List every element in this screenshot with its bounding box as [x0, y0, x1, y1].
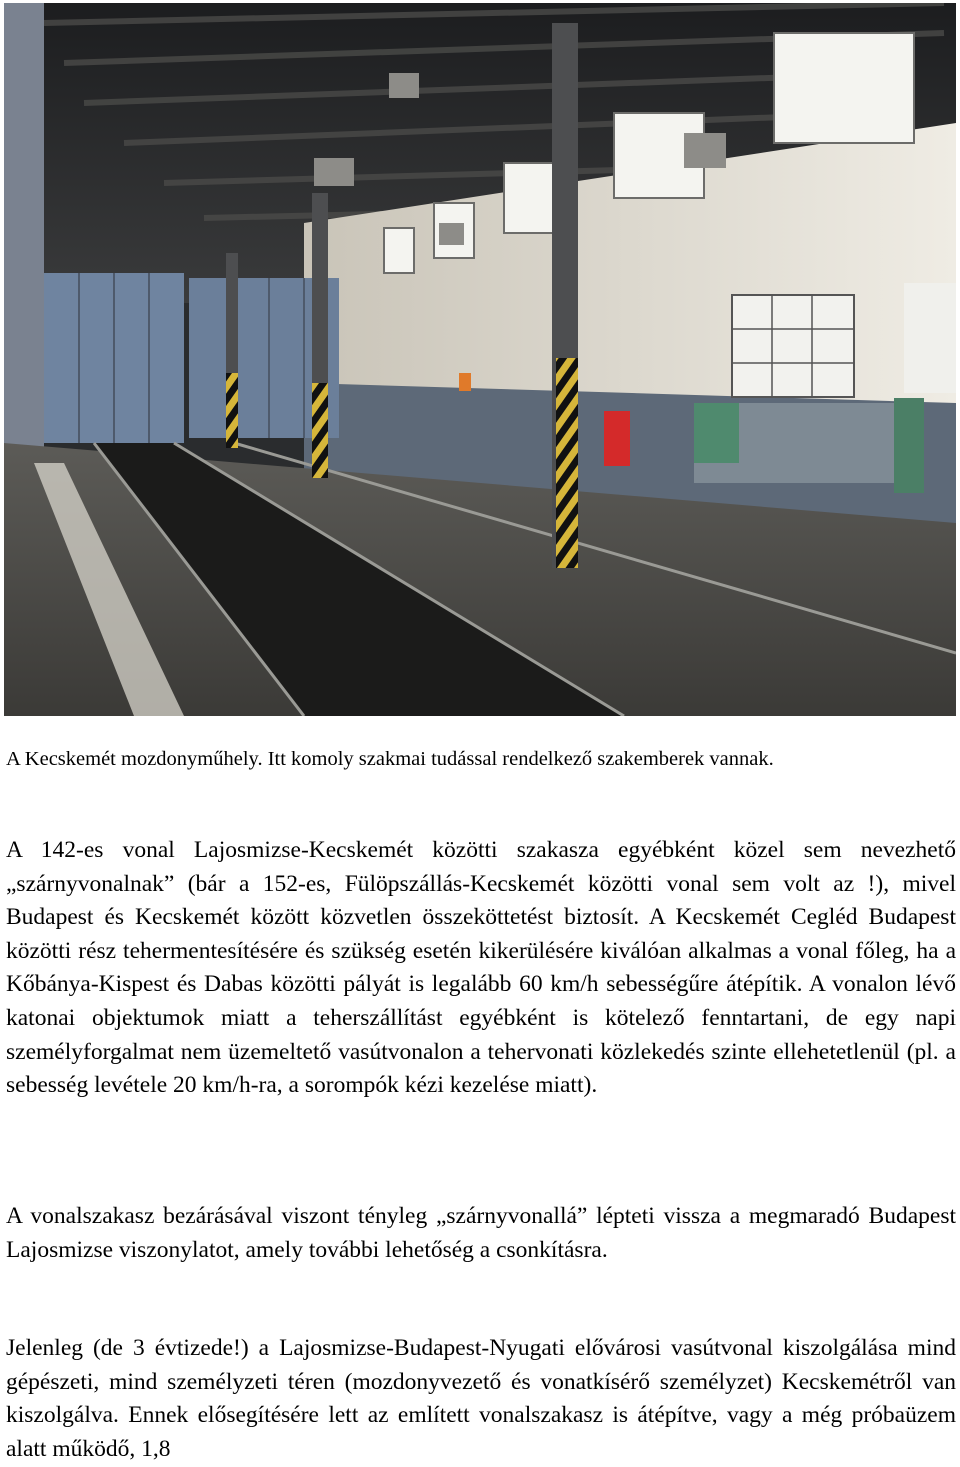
- locomotive-workshop-photo: [4, 3, 956, 716]
- paragraph-closure-consequence: A vonalszakasz bezárásával viszont tényleg „szárnyvonallá” lépteti vissza a megmaradó Budapest Lajosmizse viszonylatot, amely további lehetőség a csonkításra.: [6, 1203, 956, 1263]
- paragraph-line-142: A 142-es vonal Lajosmizse-Kecskemét közötti szakasza egyébként közel sem nevezhető „szárnyvonalnak” (bár a 152-es, Fülöpszállás-Kecskemét közötti vonal sem volt az !), mivel Budapest és Kecskemét között közvetlen összeköttetést biztosít. A Kecskemét Cegléd Budapest közötti rész tehermentesítésére és szükség esetén kikerülésére kiválóan alkalmas a vonal főleg, ha a Kőbánya-Kispest és Dabas közötti pályát is legalább 60 km/h sebességűre átépítik. A vonalon lévő katonai objektumok miatt a teherszállítást egyébként is kötelező fenntartani, de egy napi személyforgalmat nem üzemeltető vasútvonalon a tehervonati közlekedés szinte ellehetetlenül (pl. a sebesség levétele 20 km/h-ra, a sorompók kézi kezelése miatt).: [6, 837, 956, 1099]
- photo-caption: A Kecskemét mozdonyműhely. Itt komoly szakmai tudással rendelkező szakemberek vannak.: [6, 748, 774, 770]
- paragraph-current-service: Jelenleg (de 3 évtizede!) a Lajosmizse-Budapest-Nyugati elővárosi vasútvonal kiszolgálása mind gépészeti, mind személyzeti téren (mozdonyvezető és vonatkísérő személyzet) Kecskemétről van kiszolgálva. Ennek elősegítésére lett az említett vonalszakasz is átépítve, vagy a még próbaüzem alatt működő, 1,8: [6, 1335, 956, 1462]
